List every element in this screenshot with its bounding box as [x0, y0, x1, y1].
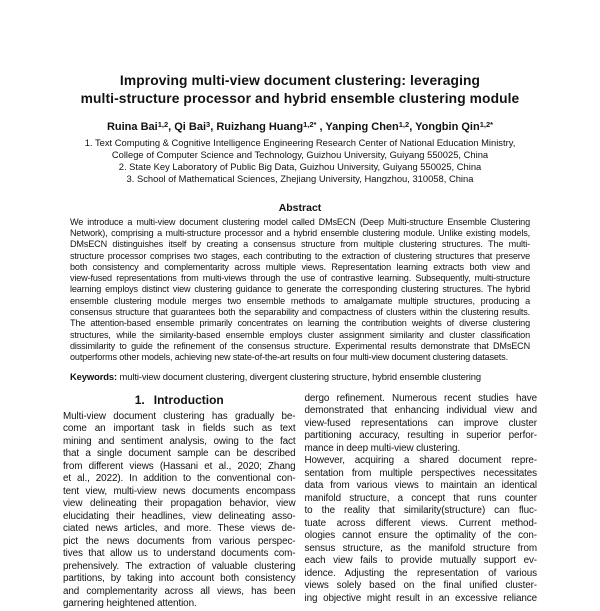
affiliation-line: 2. State Key Laboratory of Public Big Data, Guizhou University, Guiyang 550025, China	[118, 160, 482, 172]
text-line: ensemble clustering module merges two ensemble methods to amalgamate multiple structures, producing a	[70, 295, 530, 306]
text-line: view delineating their propagation behavior, view	[63, 498, 296, 510]
text-line: consensus structure that guarantees both the separability and compactness of clusters within the clustering results.	[70, 307, 530, 317]
paragraph	[63, 411, 296, 611]
text-line: However, acquiring a shared document repre-	[304, 455, 537, 467]
text-line: and complementarity across all views, has been	[63, 585, 296, 597]
affiliation-line: College of Computer Science and Technology, Guizhou University, Guiyang 550025, China	[111, 148, 489, 160]
text-line: Network), comprising a multi-structure processor and a hybrid ensemble clustering module. Unlike existing models,	[70, 227, 530, 238]
text-line: The attention-based ensemble primarily concentrates on learning the contribution weights of diverse clustering	[70, 318, 530, 329]
section-title: Introduction	[153, 392, 224, 407]
text-line: views solely based on the final unified cluster-	[304, 580, 537, 592]
paragraph	[305, 455, 538, 605]
affiliation-line: 1. Text Computing & Cognitive Intelligence Engineering Research Center of National Education Ministry,	[84, 137, 516, 148]
paper-title-line-1: Improving multi-view document clustering: leveraging	[119, 73, 481, 88]
text-line: mining and sentiment analysis, owing to the fact	[63, 435, 296, 447]
author-affiliation-marker: 1,2	[157, 120, 169, 129]
text-line: idence. Adjusting the representation of various	[304, 567, 537, 579]
keywords-label: Keywords:	[70, 371, 118, 383]
text-line: data from various views to maintain an identical	[304, 480, 537, 492]
text-line: dissimilarity to guide the refinement of the consensus structure. Experimental results demonstrate that DMsECN	[70, 340, 530, 351]
text-line: ing objective might result in an excessive reliance	[304, 592, 537, 604]
text-line: et al., 2022). In addition to the conventional con-	[63, 473, 296, 485]
affiliation-line: 3. School of Mathematical Sciences, Zhejiang University, Hangzhou, 310058, China	[126, 172, 474, 184]
paper-title	[63, 72, 537, 108]
paragraph	[305, 393, 538, 456]
text-line: dergo refinement. Numerous recent studies have	[304, 392, 537, 404]
text-line: ciated news articles, and more. These views de-	[63, 523, 296, 535]
abstract-paragraph	[70, 217, 530, 364]
text-line: view-fused representations can improve cluster	[304, 417, 537, 429]
text-line: DMsECN distinguishes itself by creating a consensus structure from multiple clustering structures. The multi-	[70, 239, 530, 250]
text-line: that a single document sample can be described	[63, 448, 296, 460]
abstract-heading: Abstract	[278, 201, 322, 214]
author-affiliation-marker: 1,2	[398, 120, 410, 129]
text-line: partitioning accuracy, resulting in superior perfor-	[304, 430, 537, 442]
text-line: tent view, multi-view news documents encompass	[63, 485, 296, 497]
keywords-line	[70, 371, 530, 383]
text-line: Multi-view document clustering has gradually be-	[63, 410, 296, 422]
paragraph	[70, 217, 530, 364]
text-line: demonstrated that enhancing individual view and	[304, 405, 537, 417]
text-line: manifold structure, a concept that runs counter	[304, 492, 537, 504]
text-line: partitions, by taking into account both consistency	[63, 573, 296, 585]
text-line: outperforms other models, achieving new state-of-the-art results on four multi-view document clustering datasets.	[70, 352, 508, 363]
text-line: both consistency and complementarity across multiple views. Representation learning extracts both view and	[70, 261, 530, 272]
two-column-body	[63, 393, 537, 611]
text-line: ologies cannot ensure the optimality of the con-	[304, 530, 537, 542]
text-line: sensus structure, as the manifold structure from	[304, 542, 537, 554]
author-name: , Qi Bai	[168, 121, 207, 133]
text-line: tuate across different views. Current method-	[304, 517, 537, 529]
author-name: Ruina Bai	[106, 121, 158, 133]
text-line: prehensively. The extraction of valuable clustering	[63, 560, 296, 572]
text-line: tives that allow us to understand documents com-	[63, 548, 296, 560]
author-name: , Yanping Chen	[316, 121, 399, 133]
column-right	[305, 393, 538, 611]
text-line: come an important task in fields such as text	[63, 423, 296, 435]
text-line: to the reality that similarity(structure) can fluc-	[304, 505, 537, 517]
keywords-text: multi-view document clustering, divergent clustering structure, hybrid ensemble clustering	[117, 371, 482, 383]
text-line: each view fails to provide mutually support ev-	[304, 555, 537, 567]
text-line: pict the news documents from various perspec-	[63, 535, 296, 547]
text-line: sentation from multiple perspectives necessitates	[304, 467, 537, 479]
text-line: structures, while the similarity-based ensemble employs cluster assignment similarity and cluster classification	[70, 329, 530, 340]
author-name: , Ruizhang Huang	[210, 121, 304, 133]
section-heading-introduction	[63, 393, 296, 408]
author-affiliation-marker: 3	[206, 120, 211, 129]
column-left	[63, 393, 296, 611]
text-line: garnering heightened attention.	[63, 598, 197, 610]
affiliations-block	[63, 137, 537, 185]
text-line: structure processor comprises two stages, each contributing to the extraction of clustering structures that preserve	[70, 250, 530, 261]
text-line: We introduce a multi-view document clustering model called DMsECN (Deep Multi-structure Ensemble Clustering	[70, 216, 530, 227]
text-line: from different views (Hassani et al., 2020; Zhang	[63, 460, 296, 472]
intro-left-text	[63, 411, 296, 611]
author-name: , Yongbin Qin	[409, 121, 480, 133]
author-affiliation-marker: 1,2*	[303, 120, 317, 129]
text-line: elucidating their headlines, view delineating asso-	[63, 510, 296, 522]
intro-right-text	[305, 393, 538, 606]
section-number: 1.	[134, 392, 145, 407]
paper-title-line-2: multi-structure processor and hybrid ensemble clustering module	[80, 91, 520, 106]
text-line: mance in deep multi-view clustering.	[304, 442, 461, 454]
text-line: view-fused representations from multi-views through the use of contrastive learning. Subsequently, multi-structure	[70, 273, 530, 284]
text-line: learning employs distinct view clustering guidance to generate the corresponding clustering structures. The hybrid	[70, 284, 530, 295]
author-affiliation-marker: 1,2*	[479, 120, 494, 129]
authors-line	[63, 121, 537, 134]
